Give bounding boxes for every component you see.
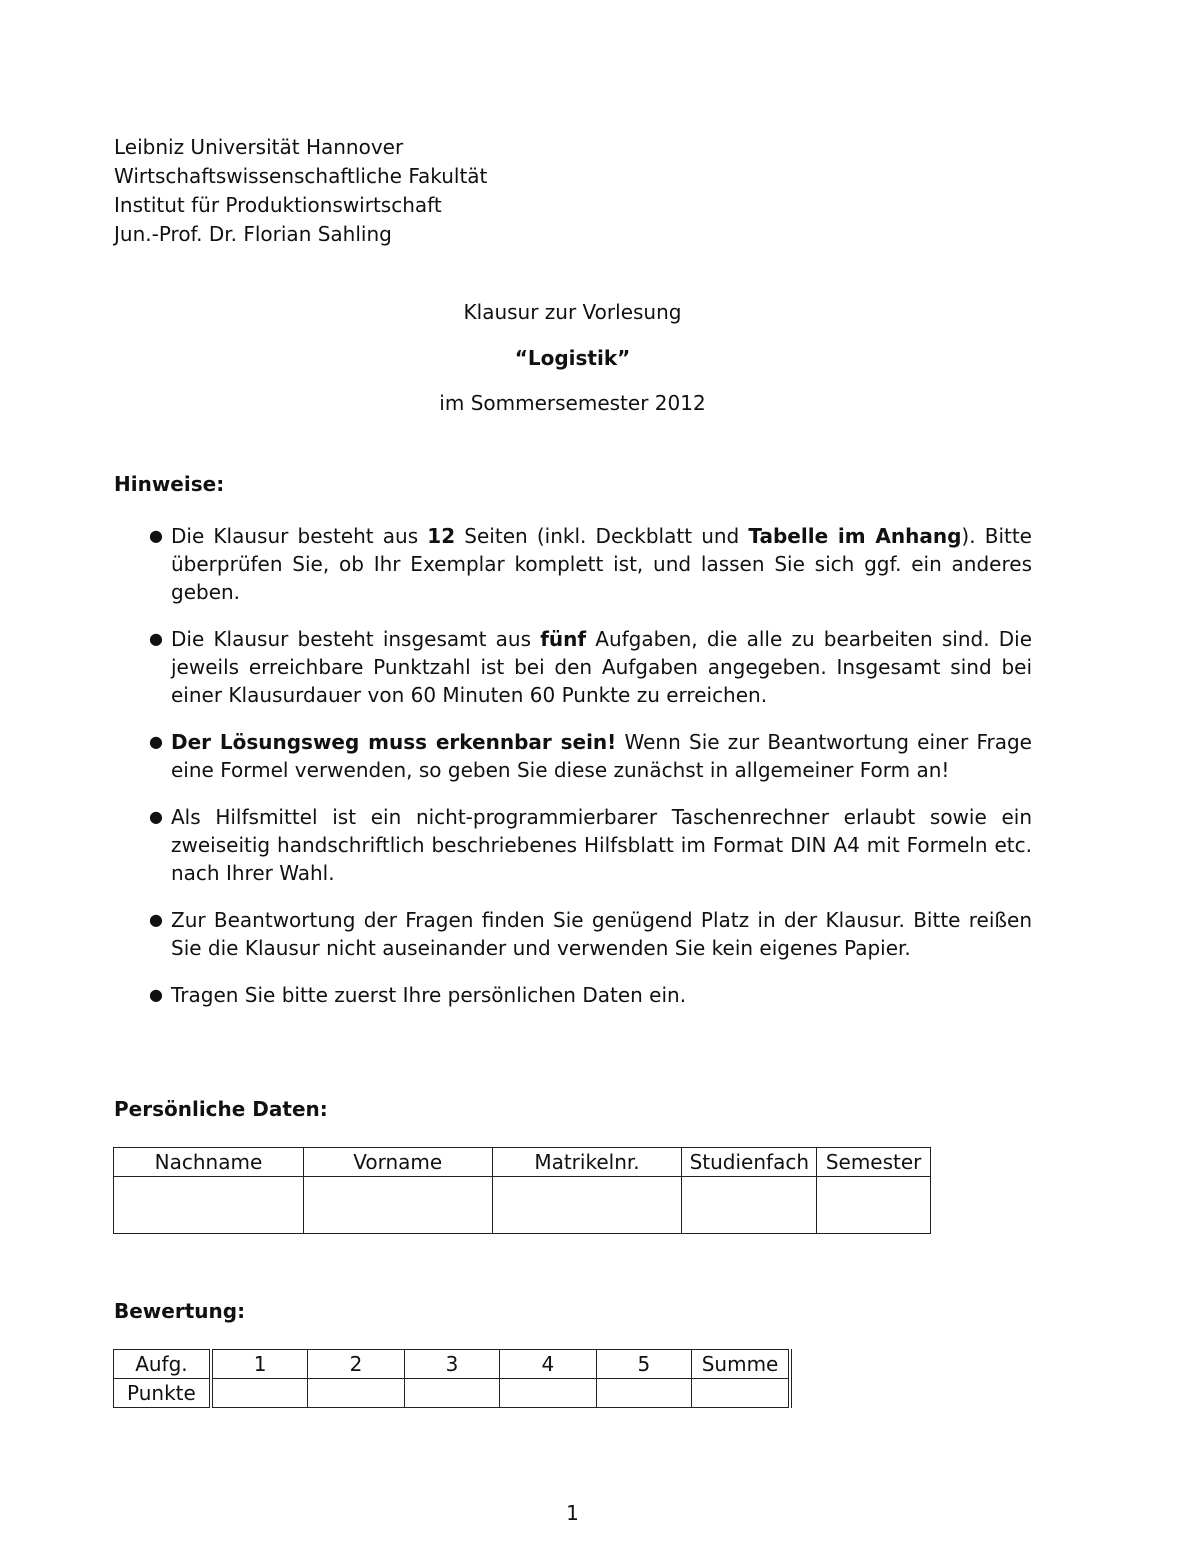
bullet-icon: ● [149, 985, 163, 1004]
institute-name: Institut für Produktionswirtschaft [114, 193, 442, 217]
table-row [114, 1350, 791, 1379]
firstname-cell[interactable] [303, 1177, 492, 1234]
hints-list [114, 522, 1032, 1028]
table-row [114, 1148, 931, 1177]
column-header: Vorname [303, 1148, 492, 1177]
hint-text: Als Hilfsmittel ist ein nicht-programmierbarer Taschenrechner erlaubt sowie ein zweiseitig handschriftlich beschriebenes Hilfsblatt im Format DIN A4 mit Formeln etc. nach Ihrer Wahl. [171, 805, 1032, 885]
hint-bold: Tabelle im Anhang [748, 524, 962, 548]
table-row [114, 1177, 931, 1234]
hint-text: Die Klausur besteht aus [171, 524, 428, 548]
score-cell[interactable] [500, 1379, 596, 1408]
lastname-cell[interactable] [114, 1177, 304, 1234]
score-cell[interactable] [596, 1379, 691, 1408]
bullet-icon: ● [149, 629, 163, 648]
bullet-icon: ● [149, 526, 163, 545]
personal-data-heading: Persönliche Daten: [114, 1097, 328, 1121]
hint-text: Aufgaben, die alle zu bearbeiten sind. Die jeweils erreichbare Punktzahl ist bei den Aufgaben angegeben. Insgesamt sind bei einer Klausurdauer von 60 Minuten 60 Punkte zu erreichen. [171, 627, 1032, 707]
column-header: 1 [211, 1350, 308, 1379]
exam-title-line: Klausur zur Vorlesung [463, 300, 682, 324]
list-item [114, 906, 1032, 962]
hints-heading: Hinweise: [114, 472, 225, 496]
list-item [114, 728, 1032, 784]
grading-table [113, 1349, 792, 1408]
column-header: 2 [308, 1350, 404, 1379]
table-row [114, 1379, 791, 1408]
subject-cell[interactable] [682, 1177, 817, 1234]
institution-header [114, 133, 487, 249]
grading-heading: Bewertung: [114, 1299, 246, 1323]
hint-text: Zur Beantwortung der Fragen finden Sie genügend Platz in der Klausur. Bitte reißen Sie die Klausur nicht auseinander und verwenden Sie kein eigenes Papier. [171, 908, 1032, 960]
score-cell[interactable] [308, 1379, 404, 1408]
semester-line: im Sommersemester 2012 [439, 391, 706, 415]
score-cell[interactable] [211, 1379, 308, 1408]
bullet-icon: ● [149, 910, 163, 929]
hint-text: Die Klausur besteht insgesamt aus [171, 627, 541, 651]
professor-name: Jun.-Prof. Dr. Florian Sahling [114, 222, 392, 246]
column-header: Nachname [114, 1148, 304, 1177]
hint-text: Tragen Sie bitte zuerst Ihre persönlichen Daten ein. [171, 983, 687, 1007]
course-title: “Logistik” [514, 346, 631, 370]
column-header: Matrikelnr. [492, 1148, 682, 1177]
hint-bold: fünf [540, 627, 587, 651]
score-cell[interactable] [404, 1379, 499, 1408]
hint-bold: Der Lösungsweg muss erkennbar sein! [171, 730, 617, 754]
column-header: Studienfach [682, 1148, 817, 1177]
faculty-name: Wirtschaftswissenschaftliche Fakultät [114, 164, 488, 188]
column-header: 4 [500, 1350, 596, 1379]
total-cell[interactable] [692, 1379, 790, 1408]
column-header: Semester [817, 1148, 931, 1177]
row-label: Punkte [114, 1379, 211, 1408]
bullet-icon: ● [149, 732, 163, 751]
semester-cell[interactable] [817, 1177, 931, 1234]
hint-text: Wenn Sie zur Beantwortung einer Frage eine Formel verwenden, so geben Sie diese zunächst in allgemeiner Form an! [171, 730, 1032, 782]
column-header: 3 [404, 1350, 499, 1379]
page-number: 1 [566, 1501, 579, 1525]
hint-text: ). Bitte überprüfen Sie, ob Ihr Exemplar komplett ist, und lassen Sie sich ggf. ein anderes geben. [171, 524, 1032, 604]
column-header: Aufg. [114, 1350, 211, 1379]
list-item [114, 522, 1032, 606]
list-item [114, 625, 1032, 709]
column-header: Summe [692, 1350, 790, 1379]
column-header: 5 [596, 1350, 691, 1379]
matriculation-cell[interactable] [492, 1177, 682, 1234]
hint-bold: 12 [427, 524, 456, 548]
bullet-icon: ● [149, 807, 163, 826]
personal-data-table [113, 1147, 931, 1234]
university-name: Leibniz Universität Hannover [114, 135, 404, 159]
list-item [114, 803, 1032, 887]
hint-text: Seiten (inkl. Deckblatt und [455, 524, 749, 548]
list-item [114, 981, 1032, 1009]
